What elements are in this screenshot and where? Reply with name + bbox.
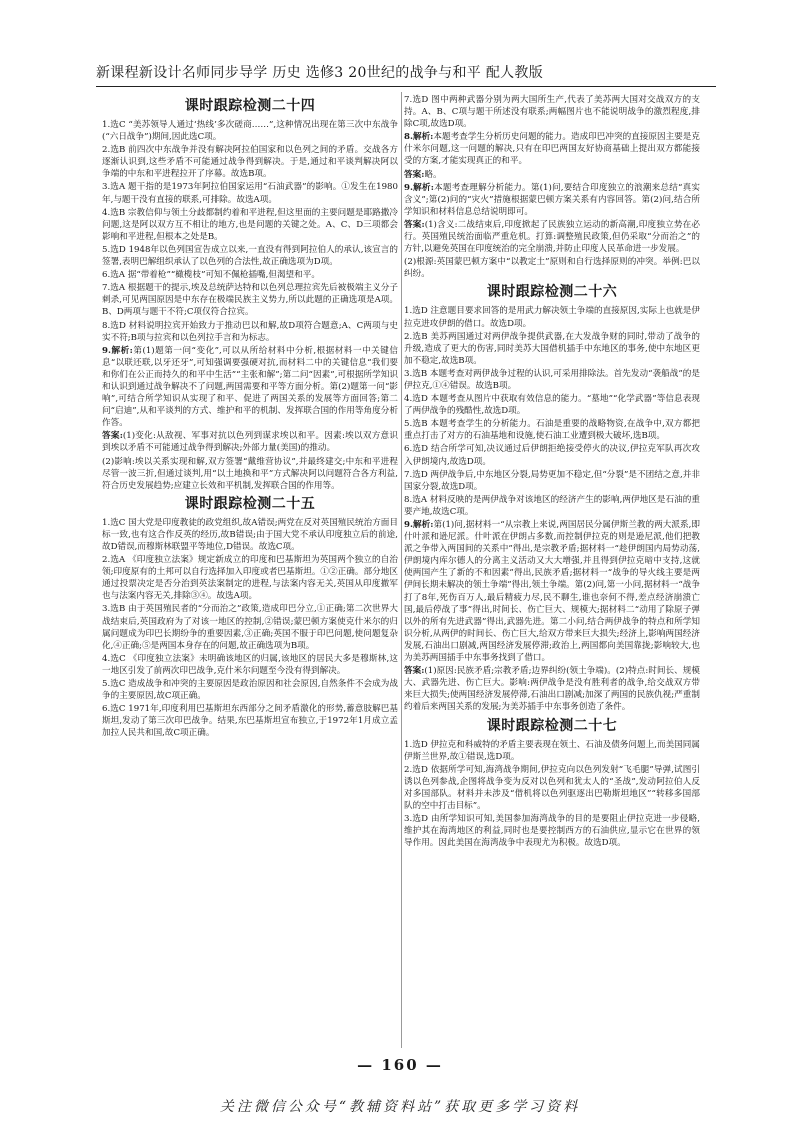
answer-tag: 答案:	[404, 169, 425, 180]
answer-text: 6.选C 1971年,印度利用巴基斯坦东西部分之间矛盾激化的形势,蓄意肢解巴基斯坦,发动了第三次印巴战争。结果,东巴基斯坦宣布独立,于1972年1月成立孟加拉人民共和国,故C项正确。	[102, 704, 398, 739]
answer-item	[102, 244, 398, 268]
answer-text: 8.选D 材料说明拉宾开始致力于推动巴以和解,故D项符合题意;A、C两项与史实不符;B项与拉宾和以色列拉手言和为标志。	[102, 320, 398, 343]
answer-text: 第(1)问,据材料一“从宗教上来说,两国居民分属伊斯兰教的两大派系,即什叶派和逊尼派。什叶派在伊朗占多数,而控制伊拉克的则是逊尼派,他们把教派之争带入两国间的关系中”得出,是宗教矛盾;据材料一“趁伊朗国内局势动荡,伊朗境内库尔德人的分离主义活动又大大增强,并且得到伊拉克暗中支持,这就使两国产生了新的不和因素”得出,民族矛盾;据材料一“战争的导火线主要是两伊间长期未解决的领土争端”得出,领土争端。第(2)问,第一小问,据材料一“战争打了8年,死伤百万人,最后精疲力尽,民不聊生,谁也奈何不得,差点经济崩溃亡国,最后停战了事”得出,时间长、伤亡巨大、规模大;据材料二“动用了除原子弹以外的所有先进武器”得出,武器先进。第二小问,结合两伊战争的特点和所学知识分析,从两伊的时间长、伤亡巨大,给双方带来巨大损失;经济上,影响两国经济发展,石油出口剧减,两国经济发展停滞;政治上,两国都向美国靠拢;影响较大,也为美苏两国插手中东事务找到了借口。	[404, 520, 700, 664]
answer-item	[102, 456, 398, 492]
answer-text: 5.选C 造成战争和冲突的主要原因是政治原因和社会原因,自然条件不会成为战争的主要原因,故C项正确。	[102, 679, 398, 702]
answer-tag: 9.解析:	[102, 345, 133, 356]
answer-item	[404, 443, 700, 467]
answer-item	[404, 393, 700, 417]
answer-text: 2.选B 前四次中东战争并没有解决阿拉伯国家和以色列之间的矛盾。交战各方逐渐认识到,这些矛盾不可能通过战争得到解决。于是,通过和平谈判解决阿以争端的中东和平进程拉开了序幕。故选B项。	[102, 145, 398, 180]
answer-text: (2)影响:埃以关系实现和解,双方签署“戴维营协议”,并最终建交;中东和平进程尽管一波三折,但通过谈判,用“以土地换和平”方式解决阿以问题符合各方利益,符合历史发展趋势;应建立长效和平机制,发挥联合国的作用等。	[102, 456, 398, 491]
section-title: 课时跟踪检测二十五	[184, 495, 316, 512]
answer-item	[404, 665, 700, 713]
answer-item	[404, 169, 700, 181]
header-rule	[96, 86, 716, 87]
answer-item	[102, 517, 398, 553]
column-divider	[401, 92, 402, 1048]
answer-item	[404, 331, 700, 367]
answer-text: 2.选D 依据所学可知,海湾战争期间,伊拉克向以色列发射“飞毛腿”导弹,试图引诱以色列参战,企图将战争变为反对以色列和犹太人的“圣战”,发动阿拉伯人反对多国部队。材料并未涉及“借机将以色列驱逐出巴勒斯坦地区”“转移多国部队的空中打击目标”。	[404, 764, 700, 811]
answer-text: 1.选C 国大党是印度教徒的政党组织,故A错误;两党在反对英国殖民统治方面目标一致,也有这合作反英的经历,故B错误;由于国大党不承认印度独立后的前途,故D错误,而穆斯林联盟平等地位,D错误。故选C项。	[102, 517, 398, 552]
answer-item	[404, 256, 700, 280]
answer-text: 第(1)题第一问“变化”,可以从所给材料中分析,根据材料一中关键信息“以联还联,以牙还牙”,可知强调要强硬对抗,而材料二中的关键信息“我们要和你们在公正而持久的和平中生活”“主张和解”;第二问“因素”,可根据所学知识和认识到通过战争解决不了问题,两国需要和平等方面分析。第(2)题第一问“影响”,可结合所学知识从实现了和平、促进了两国关系的发展等方面回答;第二问“启迪”,从和平谈判的方式、维护和平的机制、发挥联合国的作用等角度分析作答。	[102, 345, 398, 429]
answer-text: 6.选D 结合所学可知,决议通过后伊朗拒绝接受停火的决议,伊拉克军队再次攻入伊朗境内,故选D项。	[404, 444, 700, 467]
answer-text: 5.选D 1948年以色列国宣告成立以来,一直没有得到阿拉伯人的承认,该宣言的签署,表明巴解组织承认了以色列的合法性,故正确选项为D项。	[102, 244, 398, 268]
answer-text: 3.选D 由所学知识可知,美国参加海湾战争的目的是要阻止伊拉克进一步侵略,维护其在海湾地区的利益,同时也是要控制西方的石油供应,显示它在世界的领导作用。因此美国在海湾战争中表现尤为积极。故选D项。	[404, 814, 700, 849]
left-column	[102, 94, 398, 741]
answer-text: 3.选A 题干指的是1973年阿拉伯国家运用“石油武器”的影响。①发生在1980年,与题干没有直接的联系,可排除。故选A项。	[102, 182, 398, 205]
answer-text: 5.选B 本题考查学生的分析能力。石油是重要的战略物资,在战争中,双方都把重点打击了对方的石油基地和设施,使石油工业遭到极大破坏,选B项。	[404, 419, 700, 442]
answer-item	[404, 418, 700, 442]
answer-item	[404, 494, 700, 518]
answer-text: 7.选D 两伊战争后,中东地区分裂,局势更加不稳定,但“分裂”是不团结之意,并非国家分裂,故选D项。	[404, 469, 700, 492]
answer-text: 2.选B 美苏两国通过对两伊战争提供武器,在大发战争财的同时,带动了战争的升级,造成了更大的伤害,同时美苏大国借机插手中东地区的事务,使中东地区更加不稳定,故选B项。	[404, 331, 700, 366]
answer-text: 本题考查学生分析历史问题的能力。造成印巴冲突的直接原因主要是克什米尔问题,这一问题的解决,只有在印巴两国友好协商基础上提出双方都能接受的方案,才能实现真正的和平。	[404, 132, 700, 167]
answer-item	[102, 678, 398, 702]
answer-text: 略。	[424, 169, 442, 180]
answer-text: 1.选D 注意题目要求回答的是用武力解决领土争端的直接原因,实际上也就是伊拉克进攻伊朗的借口。故选D项。	[404, 306, 700, 329]
answer-item	[404, 739, 700, 763]
answer-tag: 9.解析:	[404, 182, 434, 193]
answer-text: 8.选A 材料反映的是两伊战争对该地区的经济产生的影响,两伊地区是石油的重要产地,故选C项。	[404, 494, 700, 517]
answer-item	[404, 469, 700, 493]
right-column	[404, 94, 700, 850]
answer-item	[102, 653, 398, 677]
answer-item	[102, 269, 398, 281]
answer-text: 4.选C 《印度独立法案》未明确该地区的归属,该地区的居民大多是穆斯林,这一地区引发了前两次印巴战争,克什米尔问题至今没有得到解决。	[102, 653, 398, 676]
answer-item	[404, 94, 700, 130]
answer-item	[102, 320, 398, 344]
answer-item	[404, 182, 700, 218]
answer-text: 4.选B 宗教信仰与领土分歧都制约着和平进程,但这里面的主要问题是耶路撒冷问题,这是阿以双方互不相让的地方,也是问题的关键之处。A、C、D三项都会影响和平进程,但根本之处是B。	[102, 207, 398, 242]
answer-item	[102, 144, 398, 180]
answer-item	[404, 368, 700, 392]
answer-item	[102, 603, 398, 651]
section-title: 课时跟踪检测二十六	[486, 284, 618, 301]
page-number: — 160 —	[357, 1056, 443, 1074]
answer-text: 4.选D 本题考查从图片中获取有效信息的能力。“墓地”“化学武器”等信息表现了两伊战争的残酷性,故选D项。	[404, 394, 700, 417]
answer-text: (2)根源:英国蒙巴顿方案中“以教定土”原则和自行选择原则的冲突。举例:巴以纠纷。	[404, 257, 700, 280]
answer-item	[404, 764, 700, 812]
answer-text: (1)变化:从敌视、军事对抗以色列到谋求埃以和平。因素:埃以双方意识到埃以矛盾不可能通过战争得到解决;外部力量(美国)的推动。	[102, 431, 398, 454]
answer-text: (1)含义:二战结束后,印度掀起了民族独立运动的新高潮,印度独立势在必行。英国殖民统治面临严重危机。打算:调整殖民政策,但仍采取“分而治之”的方针,以避免英国在印度统治的完全崩溃,并防止印度人民革命进一步发展。	[404, 219, 700, 255]
answer-item	[404, 305, 700, 329]
answer-text: 7.选A 根据题干的提示,埃及总统萨达特和以色列总理拉宾先后被极端主义分子刺杀,可见两国原因是中东存在极端民族主义势力,所以此题的正确选项是A项。B、D两项与题干不符;C项仅符合拉宾。	[102, 283, 398, 318]
page-header: 新课程新设计名师同步导学 历史 选修3 20世纪的战争与和平 配人教版	[96, 65, 544, 81]
answer-item	[102, 554, 398, 602]
answer-item	[102, 345, 398, 430]
answer-item	[404, 131, 700, 167]
answer-item	[404, 519, 700, 664]
footer-note: 关注微信公众号“教辅资料站”获取更多学习资料	[219, 1099, 581, 1115]
answer-item	[102, 207, 398, 243]
answer-item	[404, 219, 700, 255]
answer-text: 6.选A 据“带着枪”“橄榄枝”可知不佩枪插嘴,但渴望和平。	[102, 270, 320, 281]
answer-item	[404, 813, 700, 849]
answer-item	[102, 430, 398, 454]
section-title: 课时跟踪检测二十四	[184, 98, 316, 114]
answer-text: 3.选B 由于英国殖民者的“分而治之”政策,造成印巴分立,①正确;第二次世界大战结束后,英国政府为了对该一地区的控制,②错误;蒙巴顿方案使克什米尔的归属问题成为印巴长期纷争的重要因素,③正确;英国不服于印巴问题,使问题复杂化,④正确;⑤是两国本身存在的问题,故正确选项为B项。	[102, 604, 398, 651]
answer-text: 3.选B 本题考查对两伊战争过程的认识,可采用排除法。首先发动“袭船战”的是伊拉克,①④错误。故选B项。	[404, 368, 700, 391]
answer-tag: 8.解析:	[404, 132, 434, 143]
section-title: 课时跟踪检测二十七	[486, 717, 618, 734]
answer-tag: 答案:	[404, 666, 425, 677]
answer-item	[102, 119, 398, 143]
answer-text: 1.选D 伊拉克和科威特的矛盾主要表现在领土、石油及债务问题上,而美国同属伊斯兰世界,故①错误,选D项。	[404, 739, 700, 762]
answer-text: (1)原因:民族矛盾;宗教矛盾;边界纠纷(领土争端)。(2)特点:时间长、规模大、武器先进、伤亡巨大。影响:两伊战争是没有胜利者的战争,给交战双方带来巨大损失;使两国经济发展停滞,石油出口剧减;加深了两国的民族仇视;严重制约着后来两国关系的发展;为美苏插手中东事务创造了条件。	[404, 666, 700, 713]
answer-text: 2.选A 《印度独立法案》规定新成立的印度和巴基斯坦为英国两个独立的自治领;印度原有的土邦可以自行选择加入印度或者巴基斯坦。①②正确。部分地区通过投票决定是否分治到英法案制定的进程,与法案内容无关,英国从印度撤军也与法案内容无关,排除③④。故选A项。	[102, 555, 398, 602]
answer-item	[102, 703, 398, 739]
answer-text: 1.选C “美苏领导人通过‘热线’多次磋商……”,这种情况出现在第三次中东战争(“六日战争”)期间,因此选C项。	[102, 120, 398, 143]
answer-item	[102, 181, 398, 205]
answer-tag: 答案:	[404, 219, 425, 230]
answer-tag: 答案:	[102, 431, 123, 442]
answer-text: 7.选D 图中两种武器分别为两大国所生产,代表了美苏两大国对交战双方的支持。A、B、C项与题干所述没有联系;两幅图片也不能说明战争的激烈程度,排除C项,故选D项。	[404, 95, 700, 130]
answer-item	[102, 282, 398, 318]
answer-tag: 9.解析:	[404, 520, 434, 530]
answer-text: 本题考查理解分析能力。第(1)问,要结合印度独立的浪潮来总结“真实含义”;第(2)问的“灾火”措施根据蒙巴顿方案关系有内容回答。第(2)问,结合所学知识和材料信息总结说明即可。	[404, 182, 700, 217]
